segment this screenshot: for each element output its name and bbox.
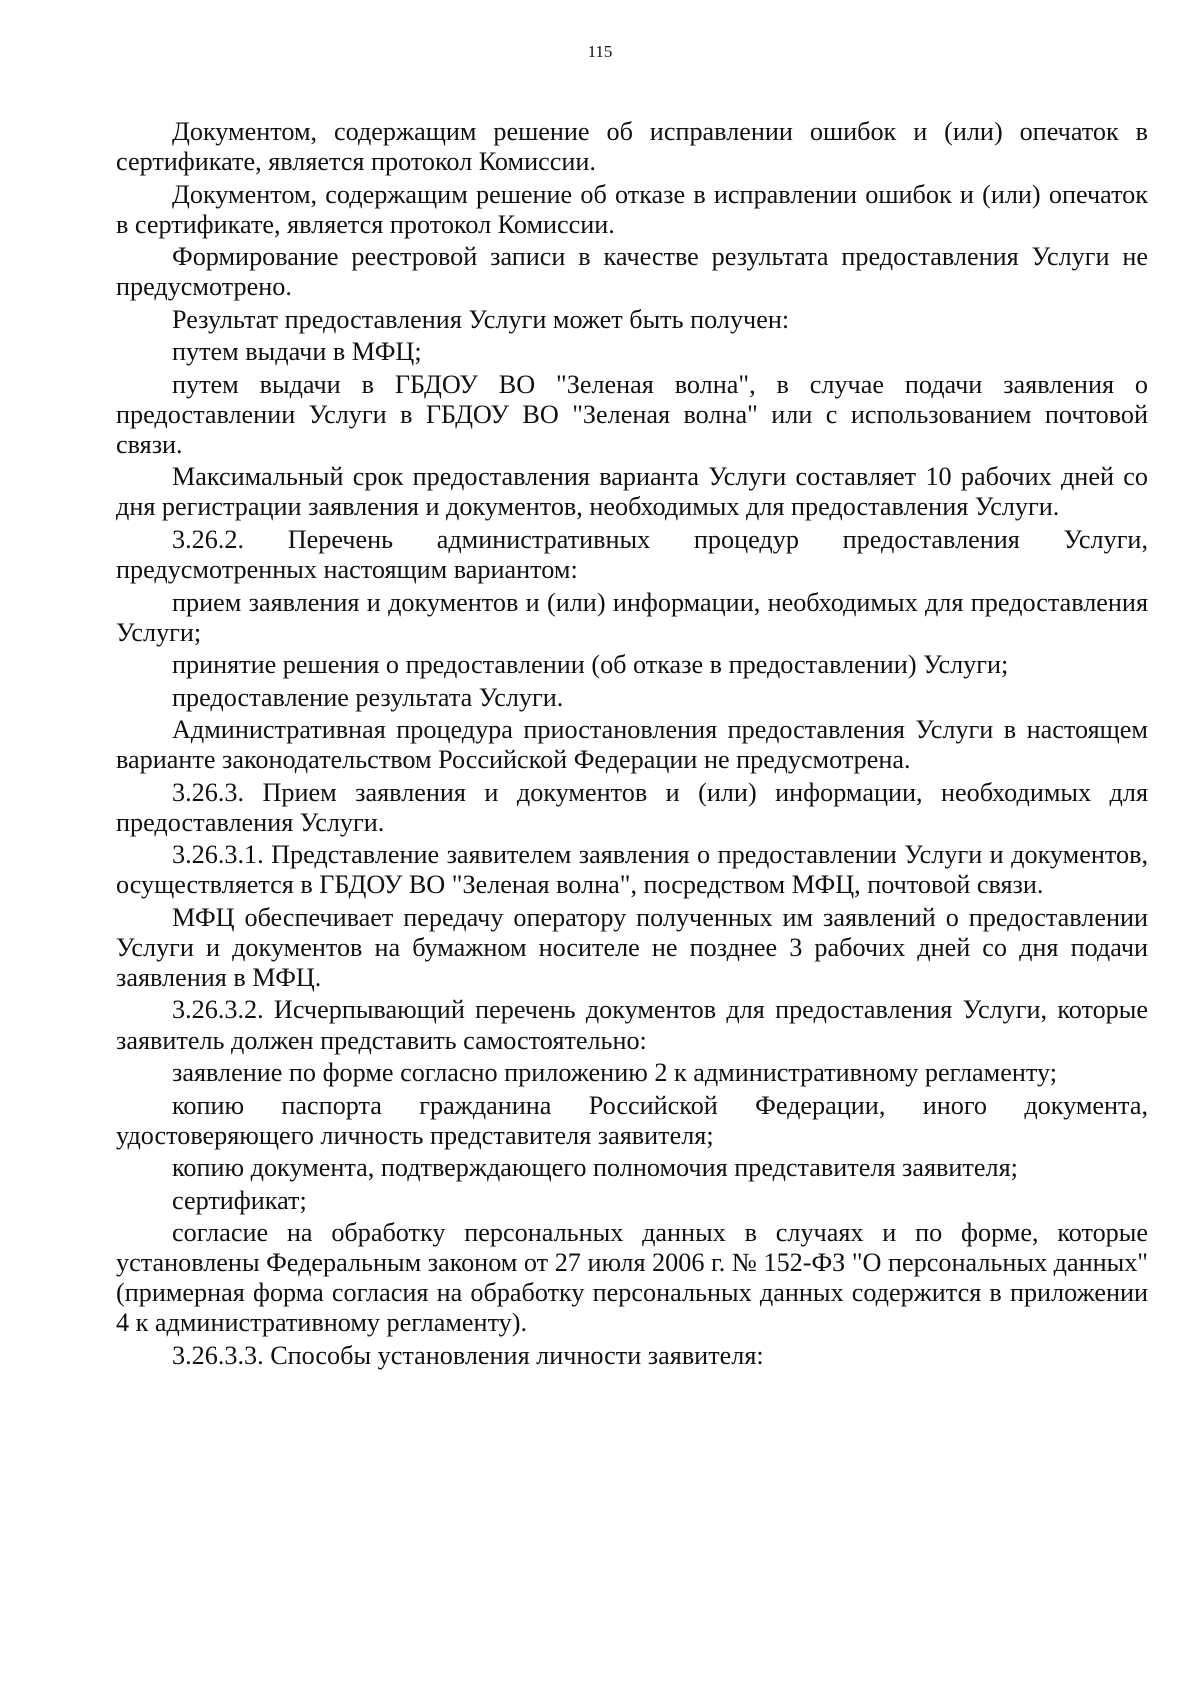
paragraph: 3.26.3.3. Способы установления личности заявителя: [172,1340,764,1370]
paragraph: Максимальный срок предоставления варианта Услуги составляет 10 рабочих дней со дня регистрации заявления и документов, необходимых для предоставления Услуги. [116,462,1148,522]
paragraph: заявление по форме согласно приложению 2 к административному регламенту; [172,1058,1058,1088]
paragraph: МФЦ обеспечивает передачу оператору полученных им заявлений о предоставлении Услуги и документов на бумажном носителе не позднее 3 рабочих дней со дня подачи заявления в МФЦ. [116,902,1148,992]
document-body [116,117,1148,1373]
paragraph: копию документа, подтверждающего полномочия представителя заявителя; [172,1153,1018,1183]
paragraph: принятие решения о предоставлении (об отказе в предоставлении) Услуги; [172,650,1009,680]
paragraph: 3.26.2. Перечень административных процедур предоставления Услуги, предусмотренных настоящим вариантом: [116,524,1148,585]
paragraph: путем выдачи в МФЦ; [172,337,422,367]
paragraph: 3.26.3.2. Исчерпывающий перечень документов для предоставления Услуги, которые заявитель должен представить самостоятельно: [116,995,1148,1055]
paragraph: предоставление результата Услуги. [172,682,564,712]
paragraph: сертификат; [172,1185,307,1215]
paragraph: Документом, содержащим решение об отказе в исправлении ошибок и (или) опечаток в сертификате, является протокол Комиссии. [116,179,1148,239]
paragraph: путем выдачи в ГБДОУ ВО "Зеленая волна", в случае подачи заявления о предоставлении Услуги в ГБДОУ ВО "Зеленая волна" или с использованием почтовой связи. [116,369,1148,459]
page-number: 115 [587,42,613,61]
paragraph: Документом, содержащим решение об исправлении ошибок и (или) опечаток в сертификате, является протокол Комиссии. [116,117,1148,177]
paragraph: Результат предоставления Услуги может быть получен: [172,304,790,334]
paragraph: копию паспорта гражданина Российской Федерации, иного документа, удостоверяющего личность представителя заявителя; [116,1090,1148,1150]
paragraph: Административная процедура приостановления предоставления Услуги в настоящем варианте законодательством Российской Федерации не предусмотрена. [116,715,1148,775]
paragraph: согласие на обработку персональных данных в случаях и по форме, которые установлены Федеральным законом от 27 июля 2006 г. № 152-ФЗ "О персональных данных" (примерная форма согласия на обработку персональных данных содержится в приложении 4 к административному регламенту). [116,1218,1148,1338]
paragraph: 3.26.3.1. Представление заявителем заявления о предоставлении Услуги и документов, осуществляется в ГБДОУ ВО "Зеленая волна", посредством МФЦ, почтовой связи. [116,840,1148,900]
paragraph: прием заявления и документов и (или) информации, необходимых для предоставления Услуги; [116,587,1148,647]
paragraph: 3.26.3. Прием заявления и документов и (или) информации, необходимых для предоставления Услуги. [116,777,1148,837]
paragraph: Формирование реестровой записи в качестве результата предоставления Услуги не предусмотрено. [116,242,1148,302]
